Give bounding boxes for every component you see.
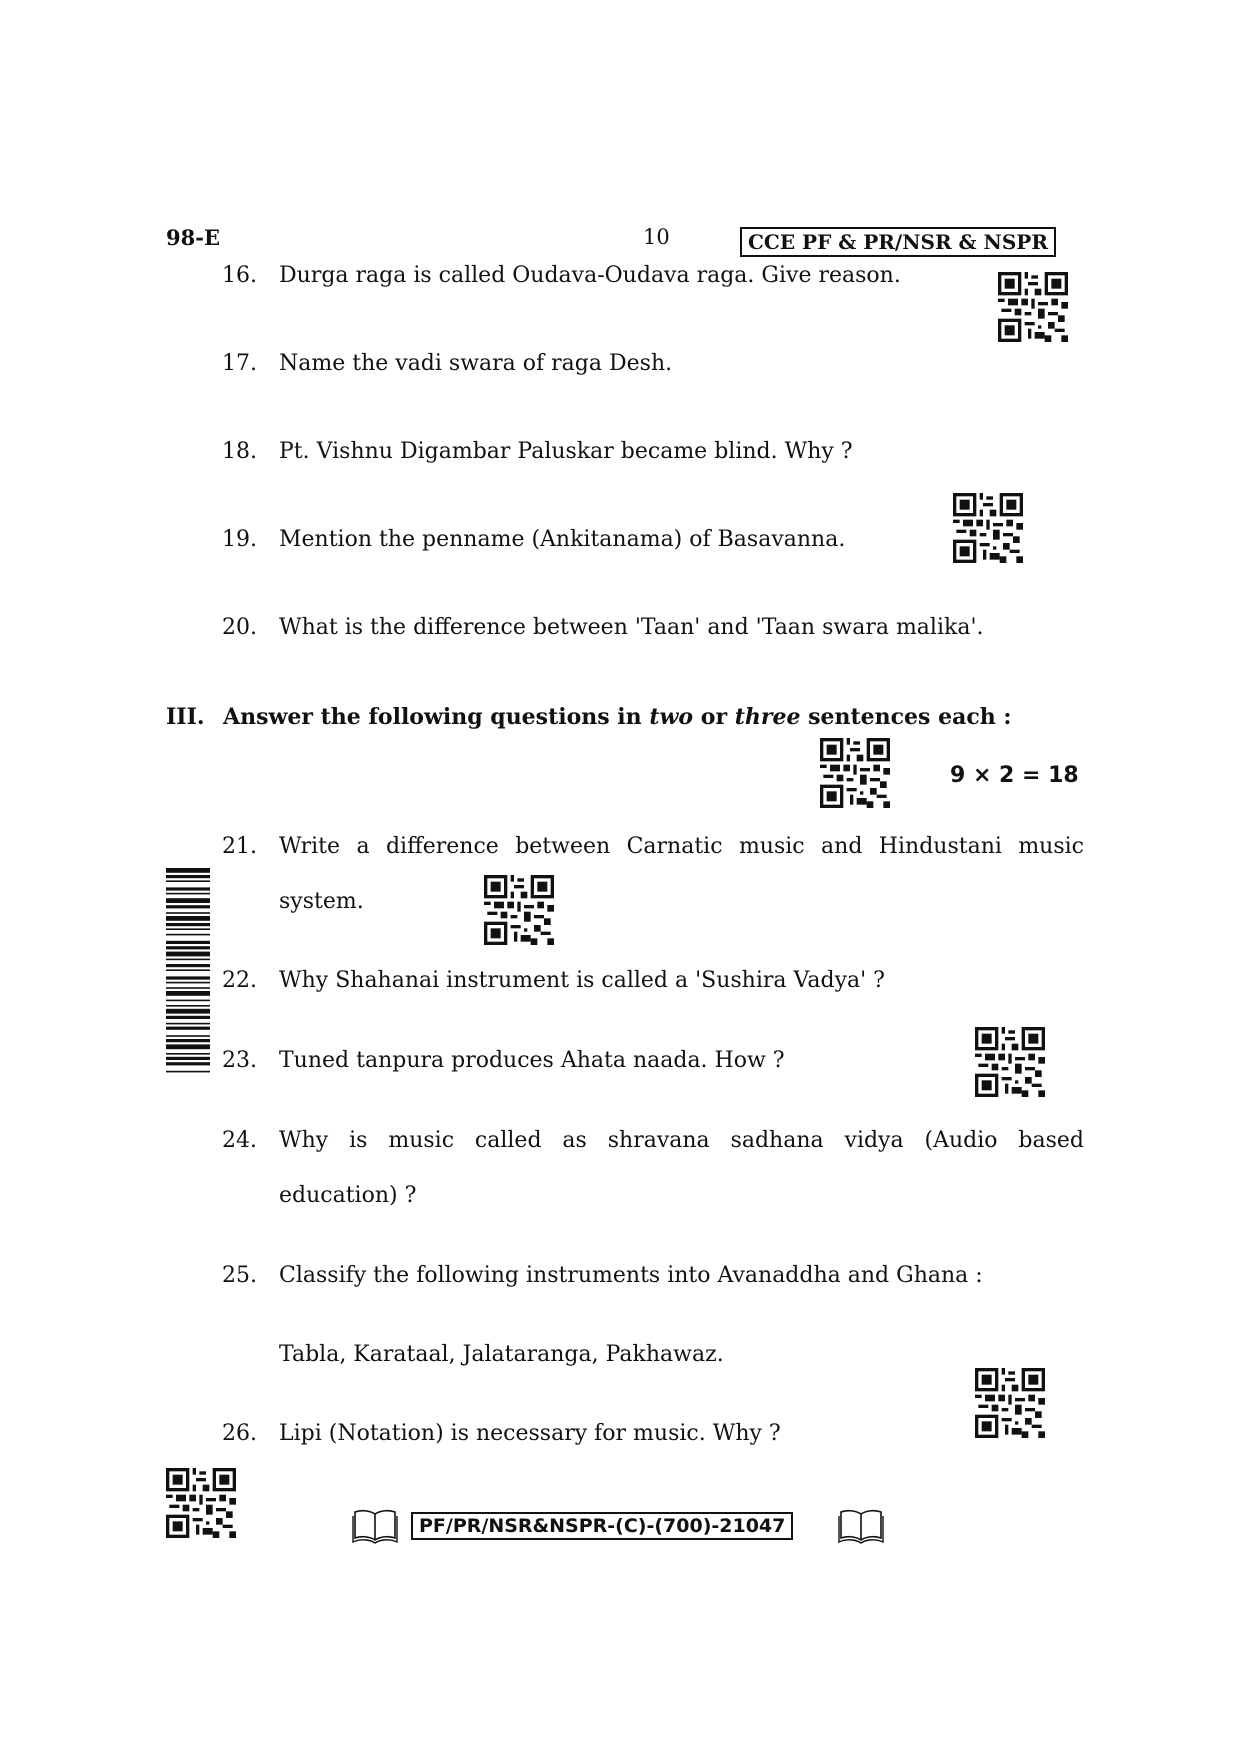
section-instruction: Answer the following questions in two or three sentences each :: [223, 704, 1012, 730]
page-number: 10: [643, 225, 670, 249]
question-text: What is the difference between 'Taan' and 'Taan swara malika'.: [279, 615, 984, 640]
section-iii-heading: [166, 703, 1066, 733]
question-number: 20.: [222, 615, 257, 640]
question-25-instrument-list: Tabla, Karataal, Jalataranga, Pakhawaz.: [279, 1342, 724, 1367]
question-24-line1: Why is music called as shravana sadhana vidya (Audio based: [279, 1128, 1084, 1153]
question-number: 18.: [222, 439, 257, 464]
question-23: [222, 1047, 1022, 1077]
qr-code-icon: [998, 272, 1068, 342]
question-text: Tuned tanpura produces Ahata naada. How ?: [279, 1048, 785, 1073]
question-number: 16.: [222, 263, 257, 288]
qr-code-icon: [166, 1468, 236, 1538]
question-25: [222, 1262, 1082, 1292]
question-text: Why Shahanai instrument is called a 'Sushira Vadya' ?: [279, 968, 885, 993]
qr-code-icon: [975, 1027, 1045, 1097]
question-number: 17.: [222, 351, 257, 376]
question-19: [222, 526, 1022, 556]
question-24-number: 24.: [222, 1128, 257, 1153]
question-20: [222, 614, 1082, 644]
question-text: Pt. Vishnu Digambar Paluskar became blind. Why ?: [279, 439, 853, 464]
footer-code-box: PF/PR/NSR&NSPR-(C)-(700)-21047: [411, 1512, 793, 1540]
paper-code: 98-E: [166, 225, 220, 250]
question-17: [222, 350, 1022, 380]
open-book-icon: [838, 1508, 884, 1544]
question-16: [222, 262, 1022, 292]
question-22: [222, 967, 1082, 997]
section-marks: 9 × 2 = 18: [950, 763, 1079, 788]
question-text: Name the vadi swara of raga Desh.: [279, 351, 673, 376]
question-number: 22.: [222, 968, 257, 993]
question-number: 19.: [222, 527, 257, 552]
qr-code-icon: [484, 875, 554, 945]
question-21-line2: system.: [279, 889, 364, 914]
question-18: [222, 438, 1022, 468]
question-number: 26.: [222, 1421, 257, 1446]
question-number: 25.: [222, 1263, 257, 1288]
question-number: 23.: [222, 1048, 257, 1073]
qr-code-icon: [975, 1368, 1045, 1438]
question-21-number: 21.: [222, 834, 257, 859]
question-26: [222, 1420, 1022, 1450]
question-text: Durga raga is called Oudava-Oudava raga. Give reason.: [279, 263, 901, 288]
question-text: Mention the penname (Ankitanama) of Basavanna.: [279, 527, 846, 552]
open-book-icon: [352, 1508, 398, 1544]
section-number: III.: [166, 704, 205, 730]
qr-code-icon: [820, 738, 890, 808]
question-24-line2: education) ?: [279, 1183, 417, 1208]
question-text: Lipi (Notation) is necessary for music. Why ?: [279, 1421, 781, 1446]
qr-code-icon: [953, 493, 1023, 563]
series-code-box: CCE PF & PR/NSR & NSPR: [740, 227, 1056, 257]
question-21-line1: Write a difference between Carnatic music and Hindustani music: [279, 834, 1084, 859]
question-text: Classify the following instruments into Avanaddha and Ghana :: [279, 1263, 983, 1288]
barcode-icon: [166, 868, 210, 1208]
